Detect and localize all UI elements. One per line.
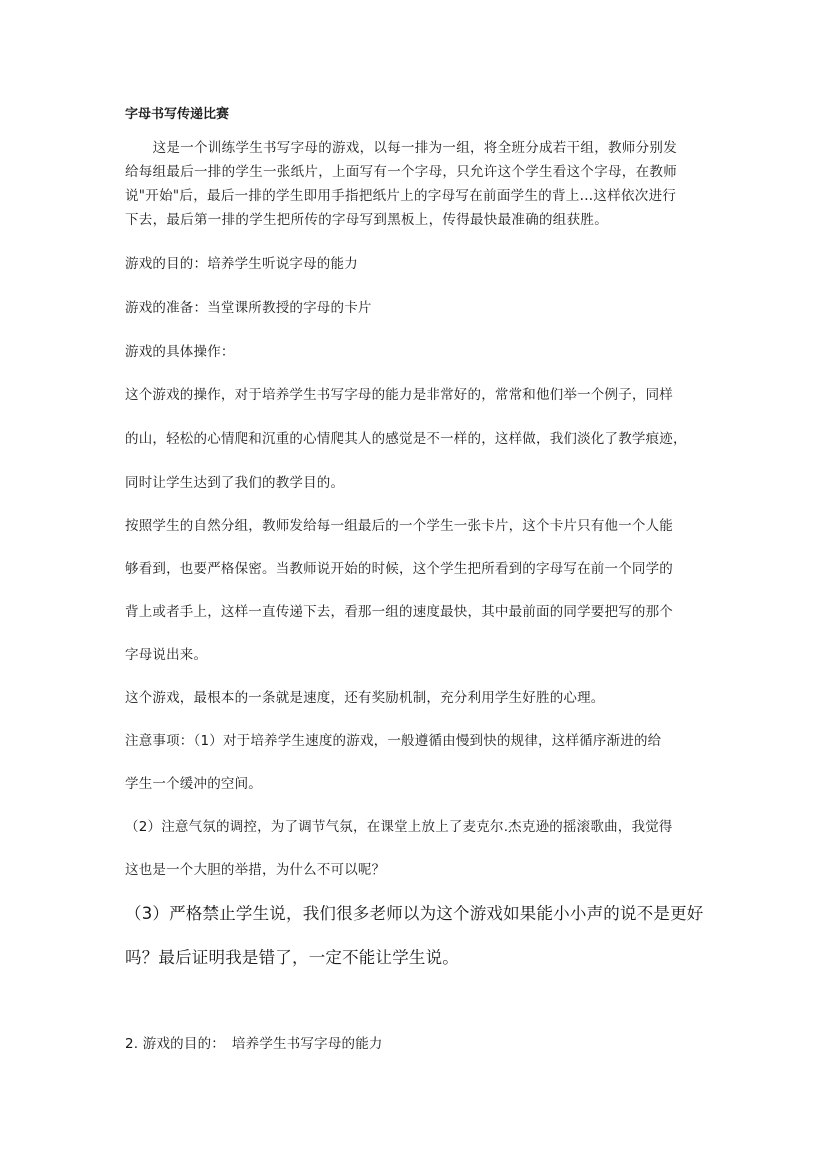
operation-para1-line-1: 这个游戏的操作，对于培养学生书写字母的能力是非常好的，常常和他们举一个例子，同样 <box>125 387 673 403</box>
operation-para2-line-3: 背上或者手上，这样一直传递下去，看那一组的速度最快，其中最前面的同学要把写的那个 <box>125 604 673 620</box>
section2-purpose-line: 2. 游戏的目的： 培养学生书写字母的能力 <box>125 1036 383 1052</box>
operation-para2-line-1: 按照学生的自然分组，教师发给每一组最后的一个学生一张卡片，这个卡片只有他一个人能 <box>125 518 673 534</box>
intro-line-3: 说"开始"后，最后一排的学生即用手指把纸片上的字母写在前面学生的背上...这样依次进行 <box>125 188 677 204</box>
purpose-line: 游戏的目的：培养学生听说字母的能力 <box>125 256 358 272</box>
intro-line-4: 下去，最后第一排的学生把所传的字母写到黑板上，传得最快最准确的组获胜。 <box>125 212 608 228</box>
operation-para1-line-3: 同时让学生达到了我们的教学目的。 <box>125 475 345 491</box>
note3-line-2: 吗？最后证明我是错了，一定不能让学生说。 <box>125 948 459 967</box>
notes-line-4: 这也是一个大胆的举措，为什么不可以呢？ <box>125 862 386 878</box>
operation-para3-line: 这个游戏，最根本的一条就是速度，还有奖励机制，充分利用学生好胜的心理。 <box>125 690 605 706</box>
operation-heading: 游戏的具体操作： <box>125 344 235 360</box>
note3-line-1: （3）严格禁止学生说，我们很多老师以为这个游戏如果能小小声的说不是更好 <box>125 904 704 923</box>
notes-line-2: 学生一个缓冲的空间。 <box>125 776 262 792</box>
operation-para2-line-2: 够看到，也要严格保密。当教师说开始的时候，这个学生把所看到的字母写在前一个同学的 <box>125 561 673 577</box>
operation-para1-line-2: 的山，轻松的心情爬和沉重的心情爬其人的感觉是不一样的，这样做，我们淡化了教学痕迹， <box>125 431 687 447</box>
intro-line-2: 给每组最后一排的学生一张纸片，上面写有一个字母，只允许这个学生看这个字母，在教师 <box>125 164 677 180</box>
document-title: 字母书写传递比赛 <box>125 107 230 122</box>
operation-para2-line-4: 字母说出来。 <box>125 647 208 663</box>
notes-line-1: 注意事项：（1）对于培养学生速度的游戏，一般遵循由慢到快的规律，这样循序渐进的给 <box>125 733 662 749</box>
preparation-line: 游戏的准备：当堂课所教授的字母的卡片 <box>125 300 372 316</box>
notes-line-3: （2）注意气氛的调控，为了调节气氛，在课堂上放上了麦克尔.杰克逊的摇滚歌曲，我觉得 <box>125 819 673 835</box>
intro-line-1: 这是一个训练学生书写字母的游戏，以每一排为一组，将全班分成若干组，教师分别发 <box>125 140 677 156</box>
